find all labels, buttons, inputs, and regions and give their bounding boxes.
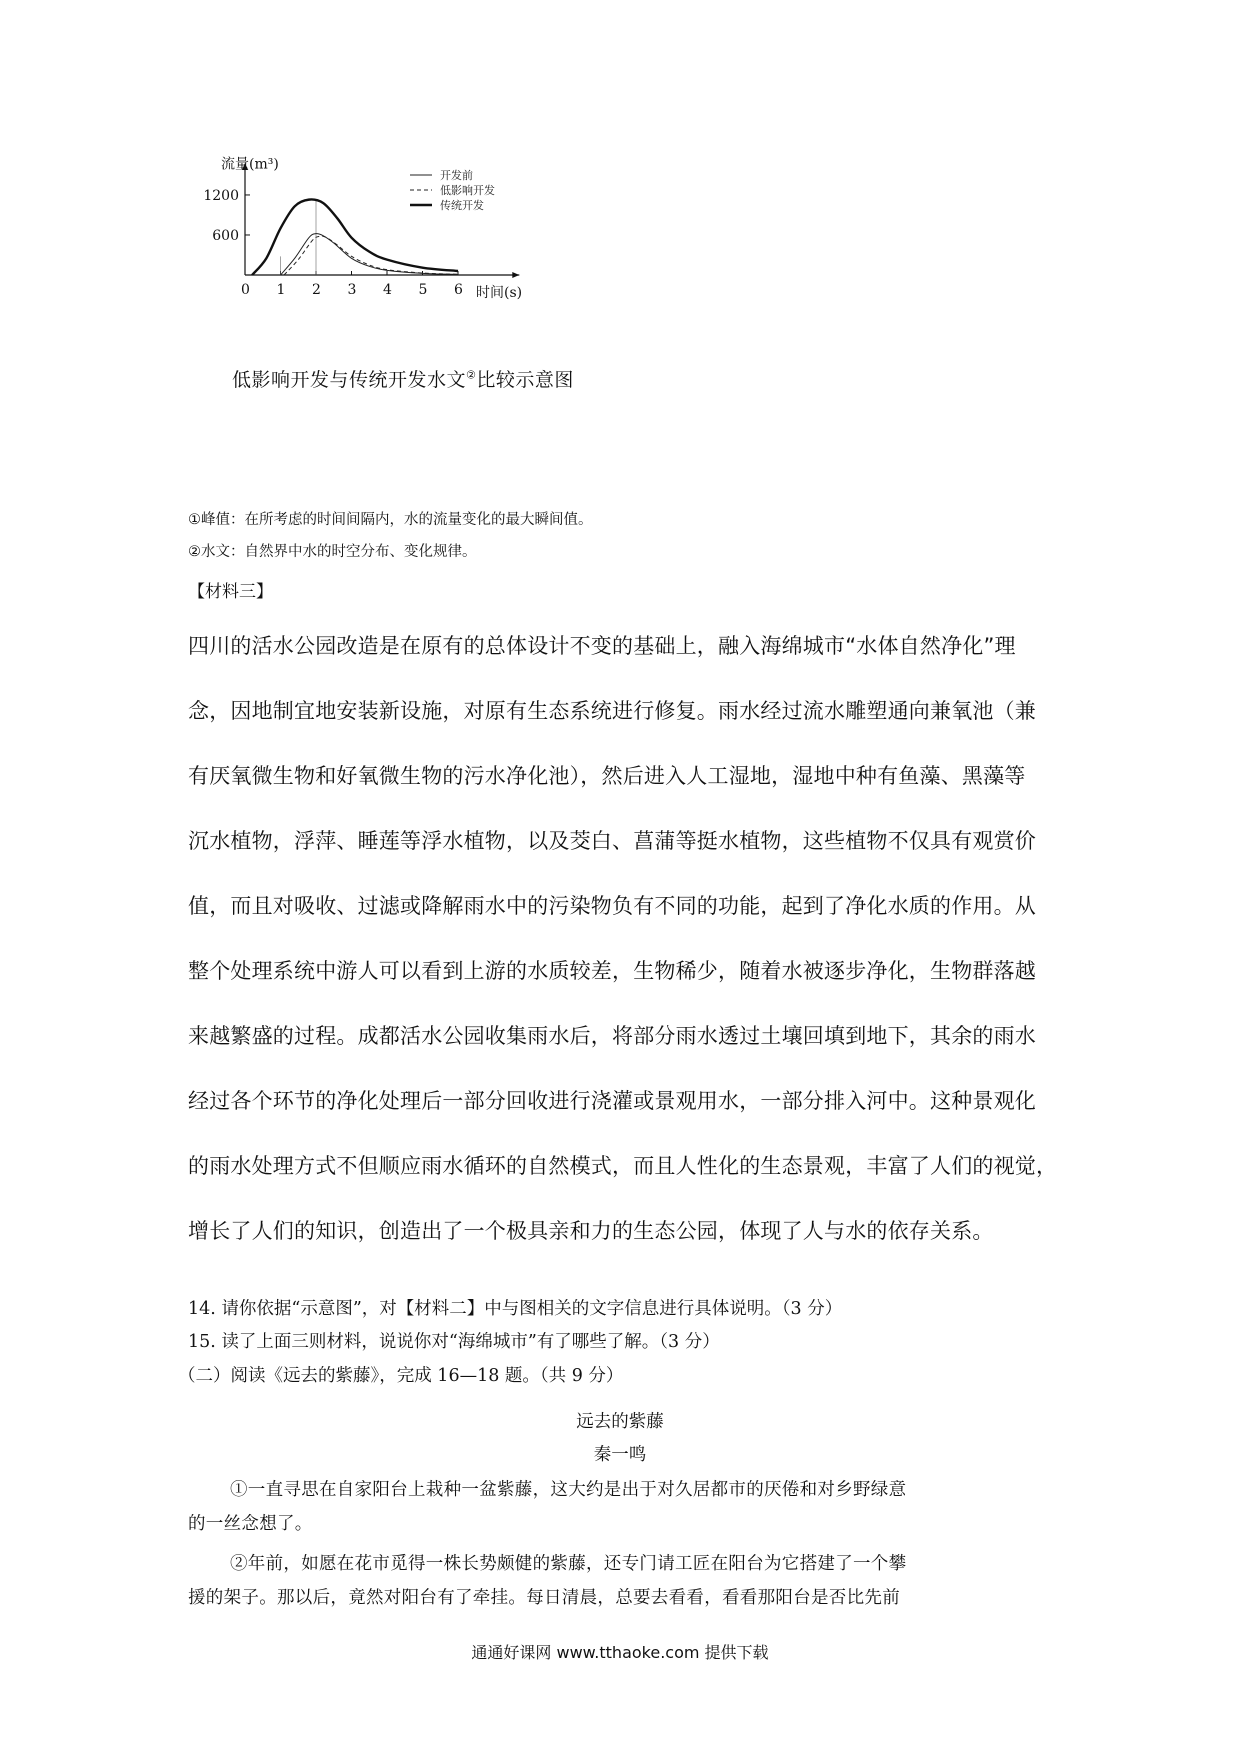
chart-axes <box>203 156 522 301</box>
y-axis-label: 流量(m³) <box>221 156 279 173</box>
caption-tail: 比较示意图 <box>476 369 574 391</box>
x-axis-label: 时间(s) <box>476 285 523 301</box>
legend-label-1: 低影响开发 <box>440 184 495 197</box>
y-tick-label: 1200 <box>203 187 239 204</box>
section-two-heading: （二）阅读《远去的紫藤》，完成 16—18 题。（共 9 分） <box>178 1366 624 1386</box>
story-line: 的一丝念想了。 <box>188 1514 313 1534</box>
chart-series <box>252 199 458 275</box>
chart-caption <box>232 365 574 392</box>
y-tick-label: 600 <box>212 227 239 244</box>
hydrograph-chart <box>203 155 615 355</box>
caption-footnote-mark: ② <box>466 368 477 382</box>
story-line: 援的架子。那以后，竟然对阳台有了牵挂。每日清晨，总要去看看，看看那阳台是否比先前 <box>188 1588 900 1608</box>
footnote-2: ②水文：自然界中水的时空分布、变化规律。 <box>188 544 477 560</box>
x-tick-label: 1 <box>276 282 286 298</box>
x-tick-label: 5 <box>418 282 428 298</box>
x-tick-label: 3 <box>347 282 357 298</box>
paragraph-line: 四川的活水公园改造是在原有的总体设计不变的基础上，融入海绵城市“水体自然净化”理 <box>188 634 1016 658</box>
legend-label-0: 开发前 <box>440 169 473 182</box>
story-author: 秦一鸣 <box>593 1445 647 1465</box>
x-tick-label: 4 <box>383 282 392 298</box>
paragraph-line: 来越繁盛的过程。成都活水公园收集雨水后，将部分雨水透过土壤回填到地下，其余的雨水 <box>188 1024 1036 1048</box>
question-14: 14. 请你依据“示意图”，对【材料二】中与图相关的文字信息进行具体说明。（3 分） <box>188 1299 843 1319</box>
story-line: ②年前，如愿在花市觅得一株长势颇健的紫藤，还专门请工匠在阳台为它搭建了一个攀 <box>230 1554 907 1574</box>
footnote-1: ①峰值：在所考虑的时间间隔内，水的流量变化的最大瞬间值。 <box>188 512 593 528</box>
paragraph-line: 有厌氧微生物和好氧微生物的污水净化池），然后进入人工湿地，湿地中种有鱼藻、黑藻等 <box>188 764 1026 788</box>
chart-legend <box>410 168 495 212</box>
paragraph-line: 沉水植物，浮萍、睡莲等浮水植物，以及茭白、菖蒲等挺水植物，这些植物不仅具有观赏价 <box>188 829 1036 853</box>
x-tick-label: 6 <box>454 282 463 298</box>
story-line: ①一直寻思在自家阳台上栽种一盆紫藤，这大约是出于对久居都市的厌倦和对乡野绿意 <box>230 1480 907 1500</box>
x-tick-label: 0 <box>241 282 250 298</box>
caption-text: 低影响开发与传统开发水文 <box>232 369 467 391</box>
story-title: 远去的紫藤 <box>576 1412 664 1432</box>
x-tick-label: 2 <box>312 282 321 298</box>
paragraph-line: 增长了人们的知识，创造出了一个极具亲和力的生态公园，体现了人与水的依存关系。 <box>188 1219 994 1243</box>
paragraph-line: 的雨水处理方式不但顺应雨水循环的自然模式，而且人性化的生态景观，丰富了人们的视觉， <box>188 1154 1058 1178</box>
page-footer: 通通好课网 www.tthaoke.com 提供下载 <box>471 1643 769 1662</box>
paragraph-line: 整个处理系统中游人可以看到上游的水质较差，生物稀少，随着水被逐步净化，生物群落越 <box>188 959 1036 983</box>
question-15: 15. 读了上面三则材料，说说你对“海绵城市”有了哪些了解。（3 分） <box>188 1332 720 1352</box>
material-three-title: 【材料三】 <box>188 582 273 602</box>
x-axis-arrow <box>512 272 519 278</box>
paragraph-line: 值，而且对吸收、过滤或降解雨水中的污染物负有不同的功能，起到了净化水质的作用。从 <box>188 894 1036 918</box>
paragraph-line: 念，因地制宜地安装新设施，对原有生态系统进行修复。雨水经过流水雕塑通向兼氧池（兼 <box>188 699 1036 723</box>
legend-label-2: 传统开发 <box>440 199 484 212</box>
series-line-2 <box>252 199 458 275</box>
paragraph-line: 经过各个环节的净化处理后一部分回收进行浇灌或景观用水，一部分排入河中。这种景观化 <box>188 1089 1036 1113</box>
